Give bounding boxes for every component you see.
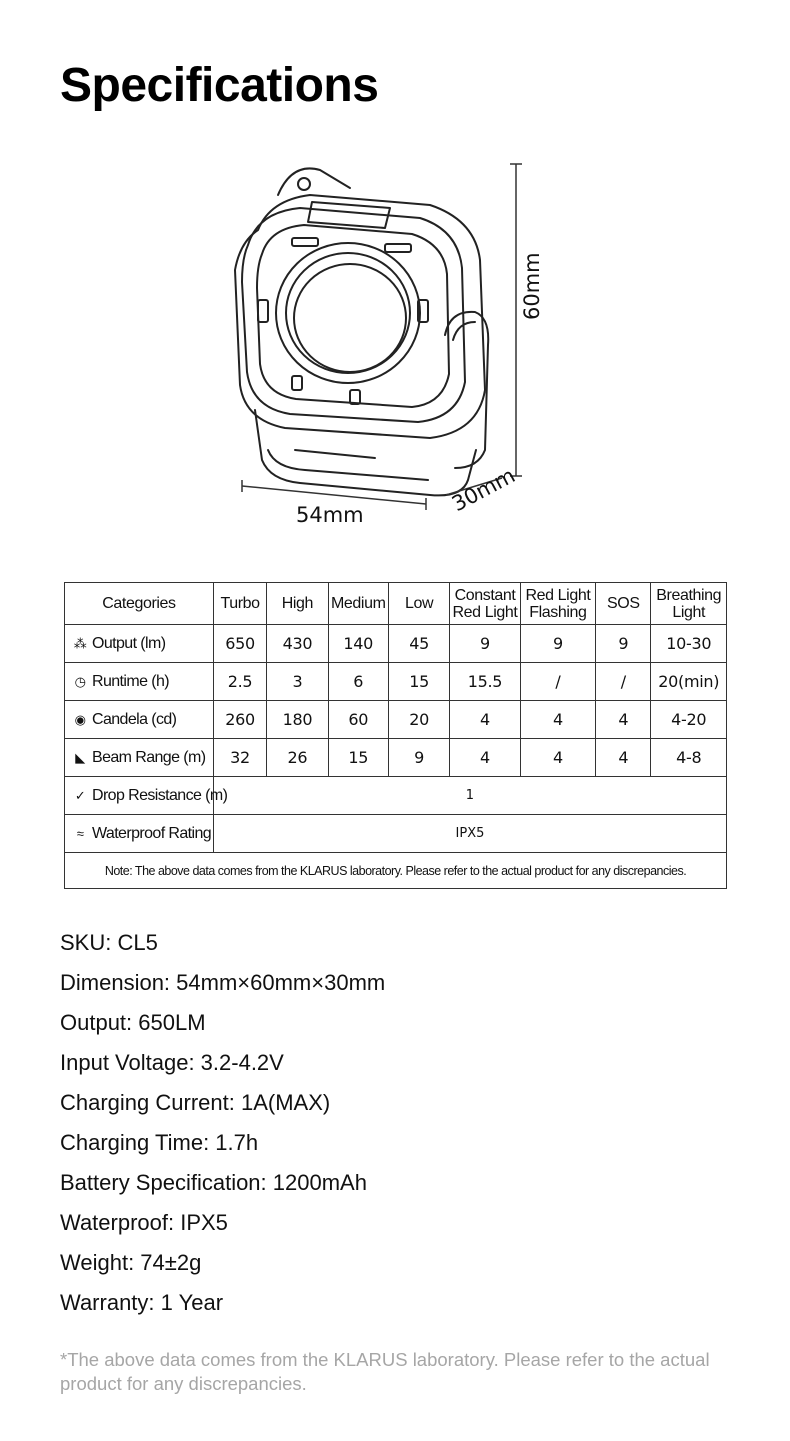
footnote: *The above data comes from the KLARUS laboratory. Please refer to the actual product for any discrepancies.: [60, 1349, 710, 1394]
spec-battery: Battery Specification: 1200mAh: [60, 1170, 367, 1195]
row-header: ◉ Candela (cd): [65, 701, 214, 739]
table-row-candela: [65, 701, 727, 739]
table-cell: 20: [388, 701, 449, 739]
table-cell: 20(min): [651, 663, 727, 701]
table-cell: 9: [388, 739, 449, 777]
table-cell: 15: [388, 663, 449, 701]
spec-dimension: Dimension: 54mm×60mm×30mm: [60, 970, 386, 995]
table-cell: 26: [267, 739, 328, 777]
table-cell: 4: [520, 739, 595, 777]
table-row-beam-range: [65, 739, 727, 777]
table-cell: 4: [520, 701, 595, 739]
column-header: High: [267, 583, 328, 625]
table-cell: 4-8: [651, 739, 727, 777]
spec-input-voltage: Input Voltage: 3.2-4.2V: [60, 1050, 284, 1075]
table-cell: 1: [213, 777, 726, 815]
column-header: Constant Red Light: [450, 583, 520, 625]
spec-waterproof: Waterproof: IPX5: [60, 1210, 228, 1235]
row-header: ◣ Beam Range (m): [65, 739, 214, 777]
column-header: SOS: [596, 583, 651, 625]
table-row-output: [65, 625, 727, 663]
width-dimension-label: 54mm: [296, 503, 364, 527]
beam-icon: ◣: [75, 749, 85, 765]
table-cell: 3: [267, 663, 328, 701]
table-cell: 4: [596, 739, 651, 777]
row-header: ✓ Drop Resistance (m): [65, 777, 214, 815]
target-icon: ◉: [74, 711, 86, 727]
table-cell: /: [520, 663, 595, 701]
column-header: Breathing Light: [651, 583, 727, 625]
table-header-row: [65, 583, 727, 625]
spec-weight: Weight: 74±2g: [60, 1250, 202, 1275]
water-icon: ≈: [76, 825, 84, 841]
spec-list: [60, 928, 385, 1328]
row-header: ≈ Waterproof Rating: [65, 815, 214, 853]
table-cell: 180: [267, 701, 328, 739]
column-header: Medium: [328, 583, 388, 625]
table-cell: 650: [213, 625, 266, 663]
table-cell: 430: [267, 625, 328, 663]
row-header: ◷ Runtime (h): [65, 663, 214, 701]
table-cell: 10-30: [651, 625, 727, 663]
spec-warranty: Warranty: 1 Year: [60, 1290, 224, 1315]
row-header: ⁂ Output (lm): [65, 625, 214, 663]
height-dimension-label: 60mm: [520, 252, 544, 320]
spec-charging-time: Charging Time: 1.7h: [60, 1130, 259, 1155]
spec-table: [64, 582, 727, 889]
table-row-runtime: [65, 663, 727, 701]
table-row-waterproof: [65, 815, 727, 853]
table-cell: 4-20: [651, 701, 727, 739]
table-cell: 4: [450, 739, 520, 777]
spec-output: Output: 650LM: [60, 1010, 206, 1035]
table-cell: 6: [328, 663, 388, 701]
table-row-drop-resistance: [65, 777, 727, 815]
table-note: Note: The above data comes from the KLARUS laboratory. Please refer to the actual product for any discrepancies.: [65, 853, 727, 889]
table-cell: 4: [596, 701, 651, 739]
column-header: Turbo: [213, 583, 266, 625]
table-cell: /: [596, 663, 651, 701]
column-header: Low: [388, 583, 449, 625]
table-cell: 140: [328, 625, 388, 663]
table-cell: 15.5: [450, 663, 520, 701]
table-cell: 15: [328, 739, 388, 777]
spec-charging-current: Charging Current: 1A(MAX): [60, 1090, 331, 1115]
spec-sku: SKU: CL5: [60, 930, 158, 955]
table-cell: 9: [520, 625, 595, 663]
table-cell: 260: [213, 701, 266, 739]
table-cell: 60: [328, 701, 388, 739]
table-cell: IPX5: [213, 815, 726, 853]
column-header: Categories: [65, 583, 214, 625]
column-header: Red Light Flashing: [520, 583, 595, 625]
table-cell: 9: [450, 625, 520, 663]
sparkle-icon: ⁂: [73, 635, 87, 651]
table-cell: 45: [388, 625, 449, 663]
clock-icon: ◷: [74, 673, 86, 689]
table-cell: 32: [213, 739, 266, 777]
depth-dimension-label: 30mm: [448, 463, 519, 517]
table-cell: 2.5: [213, 663, 266, 701]
page-title: Specifications: [60, 59, 379, 112]
table-cell: 4: [450, 701, 520, 739]
table-note-row: [65, 853, 727, 889]
drop-icon: ✓: [74, 787, 86, 803]
table-cell: 9: [596, 625, 651, 663]
